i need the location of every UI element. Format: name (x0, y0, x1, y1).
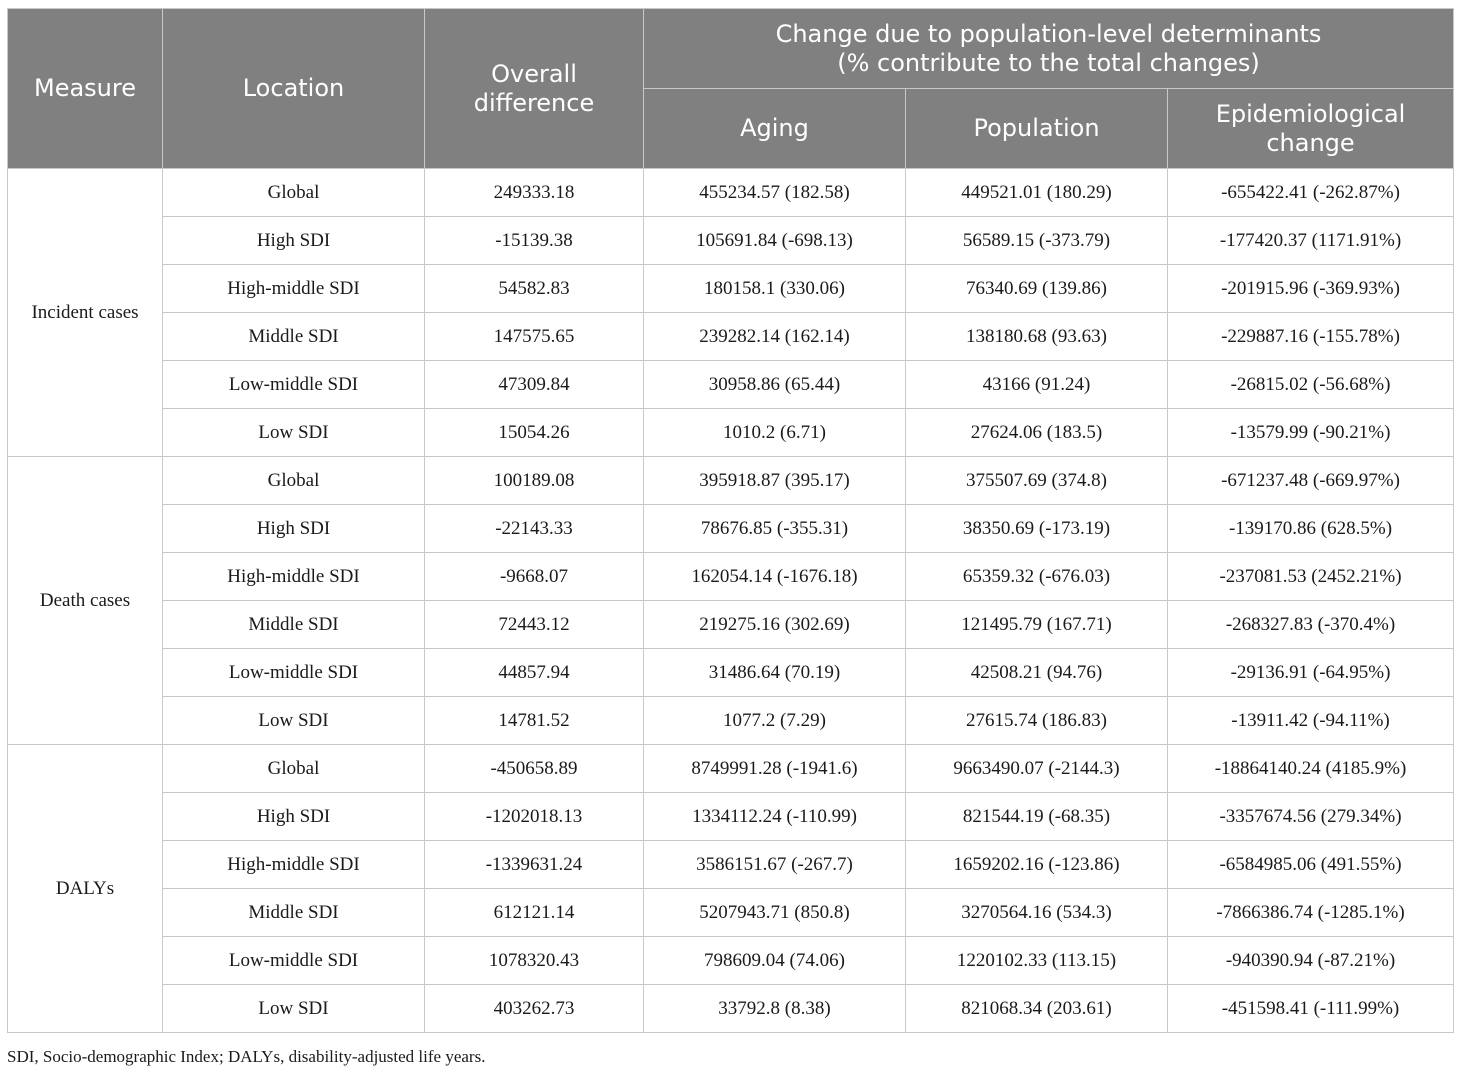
population-cell: 9663490.07 (-2144.3) (906, 745, 1168, 793)
aging-cell: 3586151.67 (-267.7) (644, 841, 906, 889)
table-row (8, 793, 1454, 841)
epidemiological-change-cell: -26815.02 (-56.68%) (1168, 361, 1454, 409)
location-cell: High SDI (163, 793, 425, 841)
overall-difference-cell: 100189.08 (425, 457, 644, 505)
aging-cell: 8749991.28 (-1941.6) (644, 745, 906, 793)
population-cell: 1659202.16 (-123.86) (906, 841, 1168, 889)
table-row (8, 457, 1454, 505)
location-cell: Middle SDI (163, 313, 425, 361)
overall-difference-cell: -15139.38 (425, 217, 644, 265)
population-cell: 42508.21 (94.76) (906, 649, 1168, 697)
epidemiological-change-cell: -201915.96 (-369.93%) (1168, 265, 1454, 313)
epidemiological-change-cell: -13911.42 (-94.11%) (1168, 697, 1454, 745)
population-cell: 27615.74 (186.83) (906, 697, 1168, 745)
header-epidemiological-change (1168, 89, 1454, 169)
table-row (8, 937, 1454, 985)
overall-difference-cell: 44857.94 (425, 649, 644, 697)
aging-cell: 33792.8 (8.38) (644, 985, 906, 1033)
table-row (8, 553, 1454, 601)
epidemiological-change-cell: -671237.48 (-669.97%) (1168, 457, 1454, 505)
overall-difference-cell: -9668.07 (425, 553, 644, 601)
header-change-line1: Change due to population-level determinants (775, 19, 1322, 48)
location-cell: High SDI (163, 217, 425, 265)
epidemiological-change-cell: -18864140.24 (4185.9%) (1168, 745, 1454, 793)
aging-cell: 219275.16 (302.69) (644, 601, 906, 649)
epidemiological-change-cell: -451598.41 (-111.99%) (1168, 985, 1454, 1033)
overall-difference-cell: 612121.14 (425, 889, 644, 937)
header-overall-line2: difference (473, 88, 595, 117)
epidemiological-change-cell: -237081.53 (2452.21%) (1168, 553, 1454, 601)
population-cell: 3270564.16 (534.3) (906, 889, 1168, 937)
table-row (8, 601, 1454, 649)
header-aging: Aging (644, 89, 906, 169)
epidemiological-change-cell: -139170.86 (628.5%) (1168, 505, 1454, 553)
measure-cell: DALYs (8, 745, 163, 1033)
epidemiological-change-cell: -655422.41 (-262.87%) (1168, 169, 1454, 217)
population-cell: 121495.79 (167.71) (906, 601, 1168, 649)
measure-cell: Incident cases (8, 169, 163, 457)
aging-cell: 798609.04 (74.06) (644, 937, 906, 985)
epidemiological-change-cell: -6584985.06 (491.55%) (1168, 841, 1454, 889)
location-cell: Global (163, 745, 425, 793)
aging-cell: 395918.87 (395.17) (644, 457, 906, 505)
population-cell: 27624.06 (183.5) (906, 409, 1168, 457)
location-cell: Low-middle SDI (163, 937, 425, 985)
population-cell: 821068.34 (203.61) (906, 985, 1168, 1033)
overall-difference-cell: 249333.18 (425, 169, 644, 217)
overall-difference-cell: 54582.83 (425, 265, 644, 313)
location-cell: Global (163, 169, 425, 217)
header-location: Location (163, 9, 425, 169)
table-container (7, 8, 1453, 1033)
population-cell: 821544.19 (-68.35) (906, 793, 1168, 841)
epidemiological-change-cell: -268327.83 (-370.4%) (1168, 601, 1454, 649)
population-cell: 56589.15 (-373.79) (906, 217, 1168, 265)
measure-cell: Death cases (8, 457, 163, 745)
location-cell: High-middle SDI (163, 841, 425, 889)
table-row (8, 361, 1454, 409)
header-change-line2: (% contribute to the total changes) (837, 48, 1260, 77)
aging-cell: 162054.14 (-1676.18) (644, 553, 906, 601)
location-cell: High SDI (163, 505, 425, 553)
location-cell: Middle SDI (163, 889, 425, 937)
epidemiological-change-cell: -7866386.74 (-1285.1%) (1168, 889, 1454, 937)
epidemiological-change-cell: -13579.99 (-90.21%) (1168, 409, 1454, 457)
aging-cell: 239282.14 (162.14) (644, 313, 906, 361)
header-overall-line1: Overall (491, 59, 577, 88)
population-cell: 43166 (91.24) (906, 361, 1168, 409)
table-row (8, 505, 1454, 553)
table-row (8, 409, 1454, 457)
epidemiological-change-cell: -29136.91 (-64.95%) (1168, 649, 1454, 697)
table-row (8, 217, 1454, 265)
header-population: Population (906, 89, 1168, 169)
table-row (8, 697, 1454, 745)
overall-difference-cell: 14781.52 (425, 697, 644, 745)
aging-cell: 31486.64 (70.19) (644, 649, 906, 697)
table-row (8, 745, 1454, 793)
table-row (8, 889, 1454, 937)
population-cell: 449521.01 (180.29) (906, 169, 1168, 217)
population-cell: 1220102.33 (113.15) (906, 937, 1168, 985)
table-header (8, 9, 1454, 169)
header-change-group (644, 9, 1454, 89)
location-cell: Middle SDI (163, 601, 425, 649)
location-cell: Low-middle SDI (163, 361, 425, 409)
location-cell: Global (163, 457, 425, 505)
overall-difference-cell: 72443.12 (425, 601, 644, 649)
table-row (8, 265, 1454, 313)
header-epi-line2: change (1266, 128, 1355, 157)
table-footnote: SDI, Socio-demographic Index; DALYs, disability-adjusted life years. (7, 1047, 486, 1066)
decomposition-table (7, 8, 1454, 1033)
header-overall-difference (425, 9, 644, 169)
epidemiological-change-cell: -3357674.56 (279.34%) (1168, 793, 1454, 841)
table-row (8, 841, 1454, 889)
overall-difference-cell: 47309.84 (425, 361, 644, 409)
population-cell: 65359.32 (-676.03) (906, 553, 1168, 601)
epidemiological-change-cell: -940390.94 (-87.21%) (1168, 937, 1454, 985)
location-cell: Low SDI (163, 409, 425, 457)
overall-difference-cell: -1202018.13 (425, 793, 644, 841)
table-row (8, 649, 1454, 697)
location-cell: Low SDI (163, 697, 425, 745)
population-cell: 76340.69 (139.86) (906, 265, 1168, 313)
aging-cell: 180158.1 (330.06) (644, 265, 906, 313)
overall-difference-cell: 403262.73 (425, 985, 644, 1033)
location-cell: Low-middle SDI (163, 649, 425, 697)
population-cell: 38350.69 (-173.19) (906, 505, 1168, 553)
table-body (8, 169, 1454, 1033)
table-row (8, 169, 1454, 217)
aging-cell: 1010.2 (6.71) (644, 409, 906, 457)
aging-cell: 78676.85 (-355.31) (644, 505, 906, 553)
epidemiological-change-cell: -229887.16 (-155.78%) (1168, 313, 1454, 361)
aging-cell: 5207943.71 (850.8) (644, 889, 906, 937)
overall-difference-cell: -450658.89 (425, 745, 644, 793)
overall-difference-cell: 15054.26 (425, 409, 644, 457)
header-epi-line1: Epidemiological (1215, 99, 1406, 128)
aging-cell: 455234.57 (182.58) (644, 169, 906, 217)
aging-cell: 30958.86 (65.44) (644, 361, 906, 409)
table-row (8, 313, 1454, 361)
location-cell: High-middle SDI (163, 265, 425, 313)
overall-difference-cell: 147575.65 (425, 313, 644, 361)
header-measure: Measure (8, 9, 163, 169)
table-row (8, 985, 1454, 1033)
population-cell: 375507.69 (374.8) (906, 457, 1168, 505)
aging-cell: 1334112.24 (-110.99) (644, 793, 906, 841)
population-cell: 138180.68 (93.63) (906, 313, 1168, 361)
aging-cell: 1077.2 (7.29) (644, 697, 906, 745)
location-cell: Low SDI (163, 985, 425, 1033)
overall-difference-cell: 1078320.43 (425, 937, 644, 985)
location-cell: High-middle SDI (163, 553, 425, 601)
overall-difference-cell: -22143.33 (425, 505, 644, 553)
aging-cell: 105691.84 (-698.13) (644, 217, 906, 265)
overall-difference-cell: -1339631.24 (425, 841, 644, 889)
epidemiological-change-cell: -177420.37 (1171.91%) (1168, 217, 1454, 265)
